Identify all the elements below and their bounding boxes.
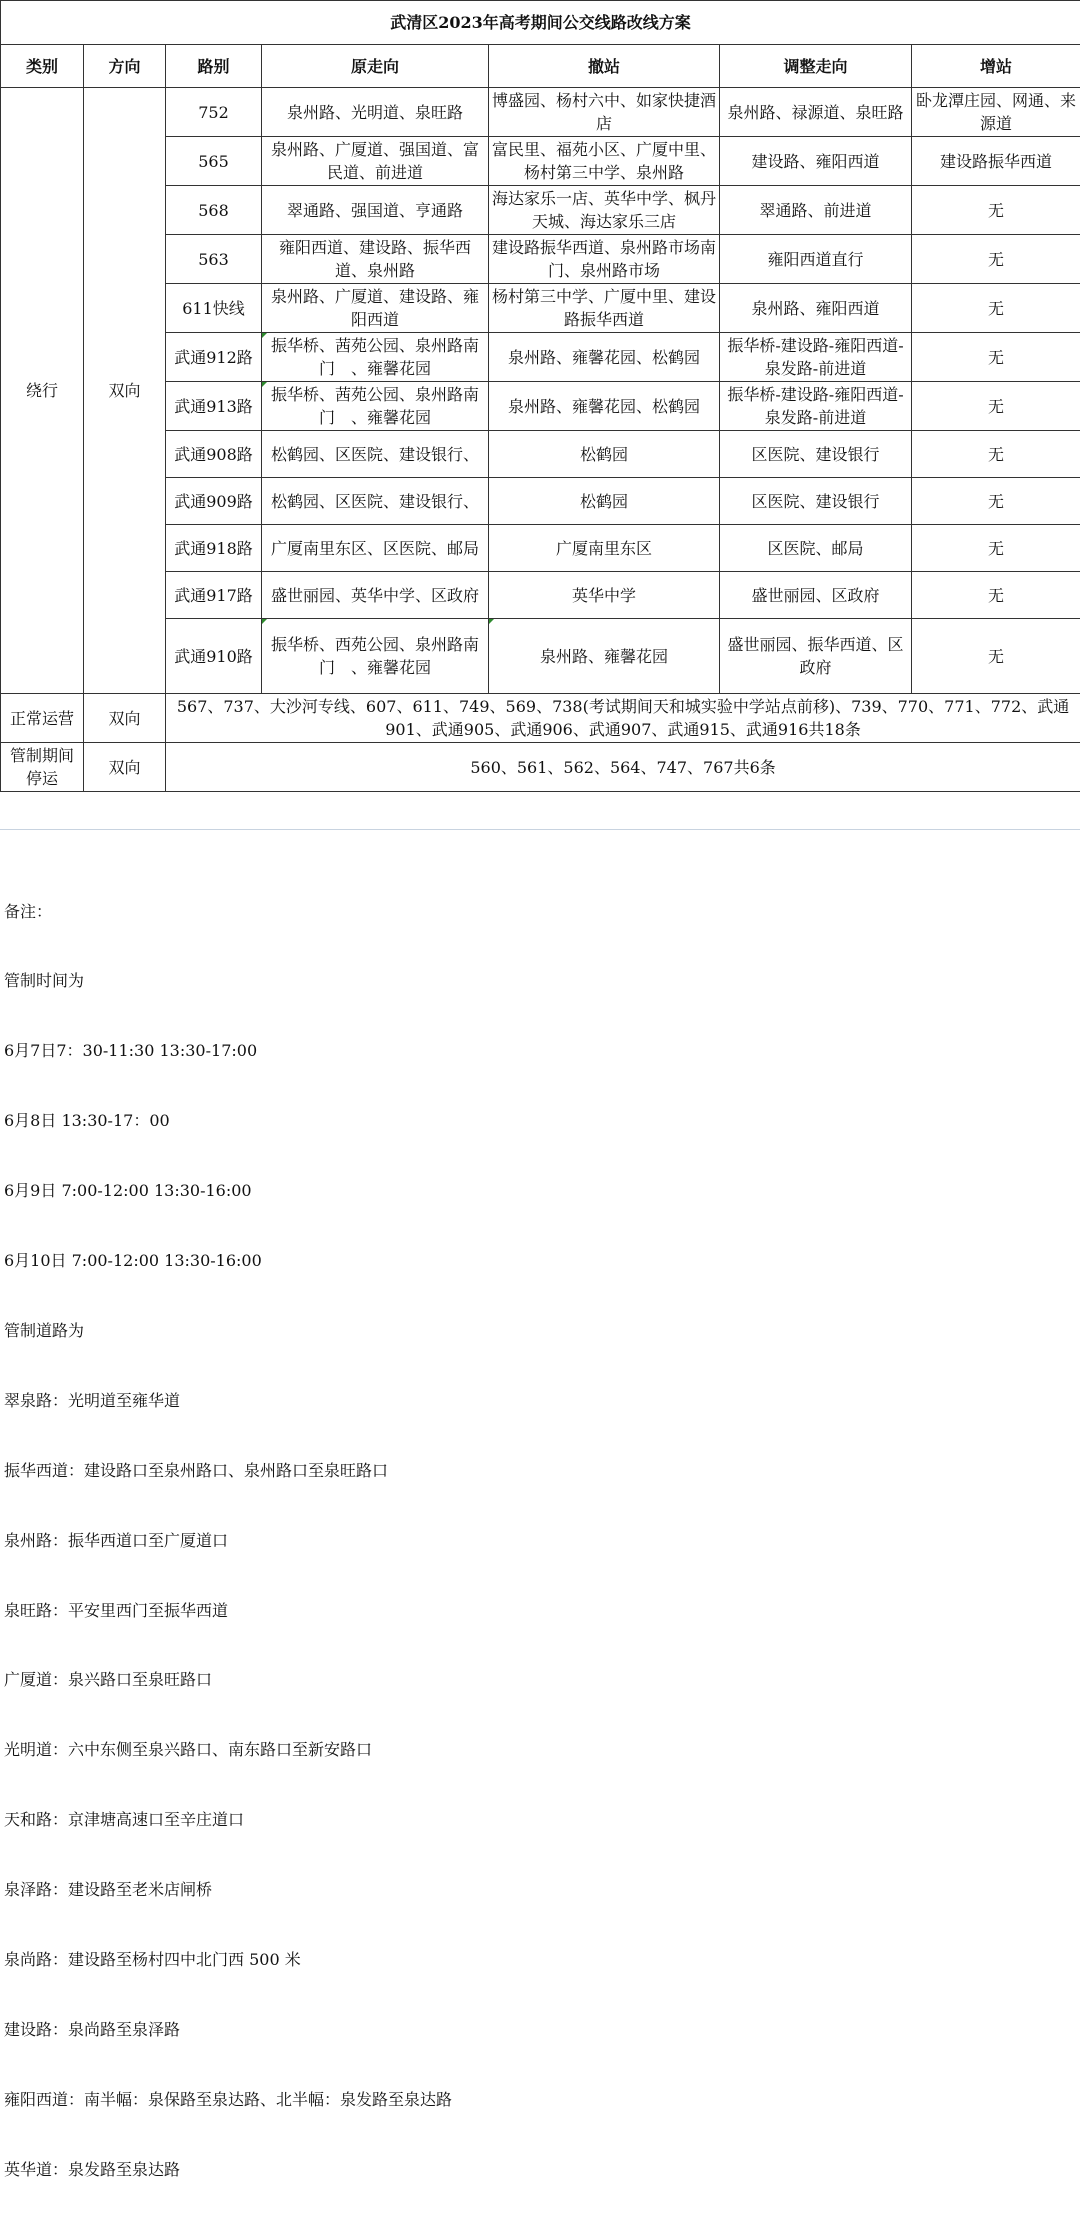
notes-line: 泉州路：振华西道口至广厦道口 xyxy=(4,1529,452,1552)
notes-line: 雍阳西道：南半幅：泉保路至泉达路、北半幅：泉发路至泉达路 xyxy=(4,2088,452,2111)
detour-category-cell: 绕行 xyxy=(1,88,84,694)
notes-line: 备注： xyxy=(4,900,452,923)
route-cell: 563 xyxy=(166,235,262,284)
header-removed: 撤站 xyxy=(489,45,720,88)
page-title: 武清区2023年高考期间公交线路改线方案 xyxy=(1,1,1080,45)
route-plan-table xyxy=(0,0,1080,792)
notes-line: 泉旺路：平安里西门至振华西道 xyxy=(4,1599,452,1622)
removed-cell: 富民里、福苑小区、广厦中里、杨村第三中学、泉州路 xyxy=(489,137,720,186)
route-cell: 武通910路 xyxy=(166,619,262,694)
route-cell: 武通918路 xyxy=(166,525,262,572)
adjusted-cell: 振华桥-建设路-雍阳西道-泉发路-前进道 xyxy=(720,333,912,382)
removed-cell: 广厦南里东区 xyxy=(489,525,720,572)
route-cell: 568 xyxy=(166,186,262,235)
notes-line: 6月7日7：30-11:30 13:30-17:00 xyxy=(4,1039,452,1062)
route-cell: 武通912路 xyxy=(166,333,262,382)
route-cell: 武通917路 xyxy=(166,572,262,619)
added-cell: 无 xyxy=(912,478,1080,525)
notes-line: 管制道路为 xyxy=(4,1319,452,1342)
original-cell: 松鹤园、区医院、建设银行、 xyxy=(262,431,489,478)
notes-line: 泉尚路：建设路至杨村四中北门西 500 米 xyxy=(4,1948,452,1971)
route-cell: 611快线 xyxy=(166,284,262,333)
notes-line: 管制时间为 xyxy=(4,969,452,992)
original-cell: 雍阳西道、建设路、振华西道、泉州路 xyxy=(262,235,489,284)
original-cell: 广厦南里东区、区医院、邮局 xyxy=(262,525,489,572)
header-direction: 方向 xyxy=(84,45,166,88)
added-cell: 建设路振华西道 xyxy=(912,137,1080,186)
removed-cell: 博盛园、杨村六中、如家快捷酒店 xyxy=(489,88,720,137)
adjusted-cell: 雍阳西道直行 xyxy=(720,235,912,284)
original-cell: 泉州路、广厦道、强国道、富民道、前进道 xyxy=(262,137,489,186)
notes-line: 6月10日 7:00-12:00 13:30-16:00 xyxy=(4,1249,452,1272)
header-added: 增站 xyxy=(912,45,1080,88)
added-cell: 无 xyxy=(912,382,1080,431)
added-cell: 无 xyxy=(912,572,1080,619)
notes-line: 翠泉路：光明道至雍华道 xyxy=(4,1389,452,1412)
adjusted-cell: 盛世丽园、振华西道、区政府 xyxy=(720,619,912,694)
normal-category-cell: 正常运营 xyxy=(1,694,84,743)
adjusted-cell: 区医院、建设银行 xyxy=(720,478,912,525)
added-cell: 无 xyxy=(912,333,1080,382)
added-cell: 无 xyxy=(912,235,1080,284)
removed-cell: 海达家乐一店、英华中学、枫丹天城、海达家乐三店 xyxy=(489,186,720,235)
added-cell: 无 xyxy=(912,525,1080,572)
original-cell: 松鹤园、区医院、建设银行、 xyxy=(262,478,489,525)
original-cell: 翠通路、强国道、亨通路 xyxy=(262,186,489,235)
suspended-category-cell: 管制期间停运 xyxy=(1,743,84,792)
notes-line: 6月8日 13:30-17：00 xyxy=(4,1109,452,1132)
original-cell: 泉州路、光明道、泉旺路 xyxy=(262,88,489,137)
adjusted-cell: 翠通路、前进道 xyxy=(720,186,912,235)
notes-line: 英华道：泉发路至泉达路 xyxy=(4,2158,452,2181)
adjusted-cell: 振华桥-建设路-雍阳西道-泉发路-前进道 xyxy=(720,382,912,431)
original-cell: 泉州路、广厦道、建设路、雍阳西道 xyxy=(262,284,489,333)
original-cell: 振华桥、西苑公园、泉州路南门 、雍馨花园 xyxy=(262,619,489,694)
notes-line: 建设路：泉尚路至泉泽路 xyxy=(4,2018,452,2041)
removed-cell: 泉州路、雍馨花园、松鹤园 xyxy=(489,382,720,431)
route-cell: 565 xyxy=(166,137,262,186)
adjusted-cell: 盛世丽园、区政府 xyxy=(720,572,912,619)
detour-direction-cell: 双向 xyxy=(84,88,166,694)
header-adjusted: 调整走向 xyxy=(720,45,912,88)
original-cell: 振华桥、茜苑公园、泉州路南门 、雍馨花园 xyxy=(262,333,489,382)
table-row xyxy=(1,743,1080,792)
suspended-direction-cell: 双向 xyxy=(84,743,166,792)
removed-cell: 英华中学 xyxy=(489,572,720,619)
header-route: 路别 xyxy=(166,45,262,88)
table-row xyxy=(1,694,1080,743)
notes-section xyxy=(4,853,452,2228)
adjusted-cell: 泉州路、雍阳西道 xyxy=(720,284,912,333)
original-cell: 盛世丽园、英华中学、区政府 xyxy=(262,572,489,619)
added-cell: 无 xyxy=(912,284,1080,333)
normal-direction-cell: 双向 xyxy=(84,694,166,743)
notes-line: 振华西道：建设路口至泉州路口、泉州路口至泉旺路口 xyxy=(4,1459,452,1482)
notes-line: 光明道：六中东侧至泉兴路口、南东路口至新安路口 xyxy=(4,1738,452,1761)
notes-divider xyxy=(0,829,1080,830)
notes-line: 泉泽路：建设路至老米店闸桥 xyxy=(4,1878,452,1901)
added-cell: 无 xyxy=(912,186,1080,235)
removed-cell: 杨村第三中学、广厦中里、建设路振华西道 xyxy=(489,284,720,333)
route-cell: 752 xyxy=(166,88,262,137)
added-cell: 无 xyxy=(912,431,1080,478)
adjusted-cell: 区医院、建设银行 xyxy=(720,431,912,478)
header-category: 类别 xyxy=(1,45,84,88)
removed-cell: 泉州路、雍馨花园 xyxy=(489,619,720,694)
header-original: 原走向 xyxy=(262,45,489,88)
adjusted-cell: 区医院、邮局 xyxy=(720,525,912,572)
removed-cell: 松鹤园 xyxy=(489,478,720,525)
table-row xyxy=(1,88,1080,137)
adjusted-cell: 建设路、雍阳西道 xyxy=(720,137,912,186)
adjusted-cell: 泉州路、禄源道、泉旺路 xyxy=(720,88,912,137)
removed-cell: 泉州路、雍馨花园、松鹤园 xyxy=(489,333,720,382)
removed-cell: 建设路振华西道、泉州路市场南门、泉州路市场 xyxy=(489,235,720,284)
original-cell: 振华桥、茜苑公园、泉州路南门 、雍馨花园 xyxy=(262,382,489,431)
route-cell: 武通913路 xyxy=(166,382,262,431)
added-cell: 卧龙潭庄园、网通、来源道 xyxy=(912,88,1080,137)
notes-line: 广厦道：泉兴路口至泉旺路口 xyxy=(4,1668,452,1691)
removed-cell: 松鹤园 xyxy=(489,431,720,478)
route-cell: 武通909路 xyxy=(166,478,262,525)
normal-routes-cell: 567、737、大沙河专线、607、611、749、569、738(考试期间天和城实验中学站点前移)、739、770、771、772、武通901、武通905、武通906、武通907、武通915、武通916共18条 xyxy=(166,694,1080,743)
notes-line: 天和路：京津塘高速口至辛庄道口 xyxy=(4,1808,452,1831)
notes-line: 6月9日 7:00-12:00 13:30-16:00 xyxy=(4,1179,452,1202)
route-cell: 武通908路 xyxy=(166,431,262,478)
added-cell: 无 xyxy=(912,619,1080,694)
suspended-routes-cell: 560、561、562、564、747、767共6条 xyxy=(166,743,1080,792)
